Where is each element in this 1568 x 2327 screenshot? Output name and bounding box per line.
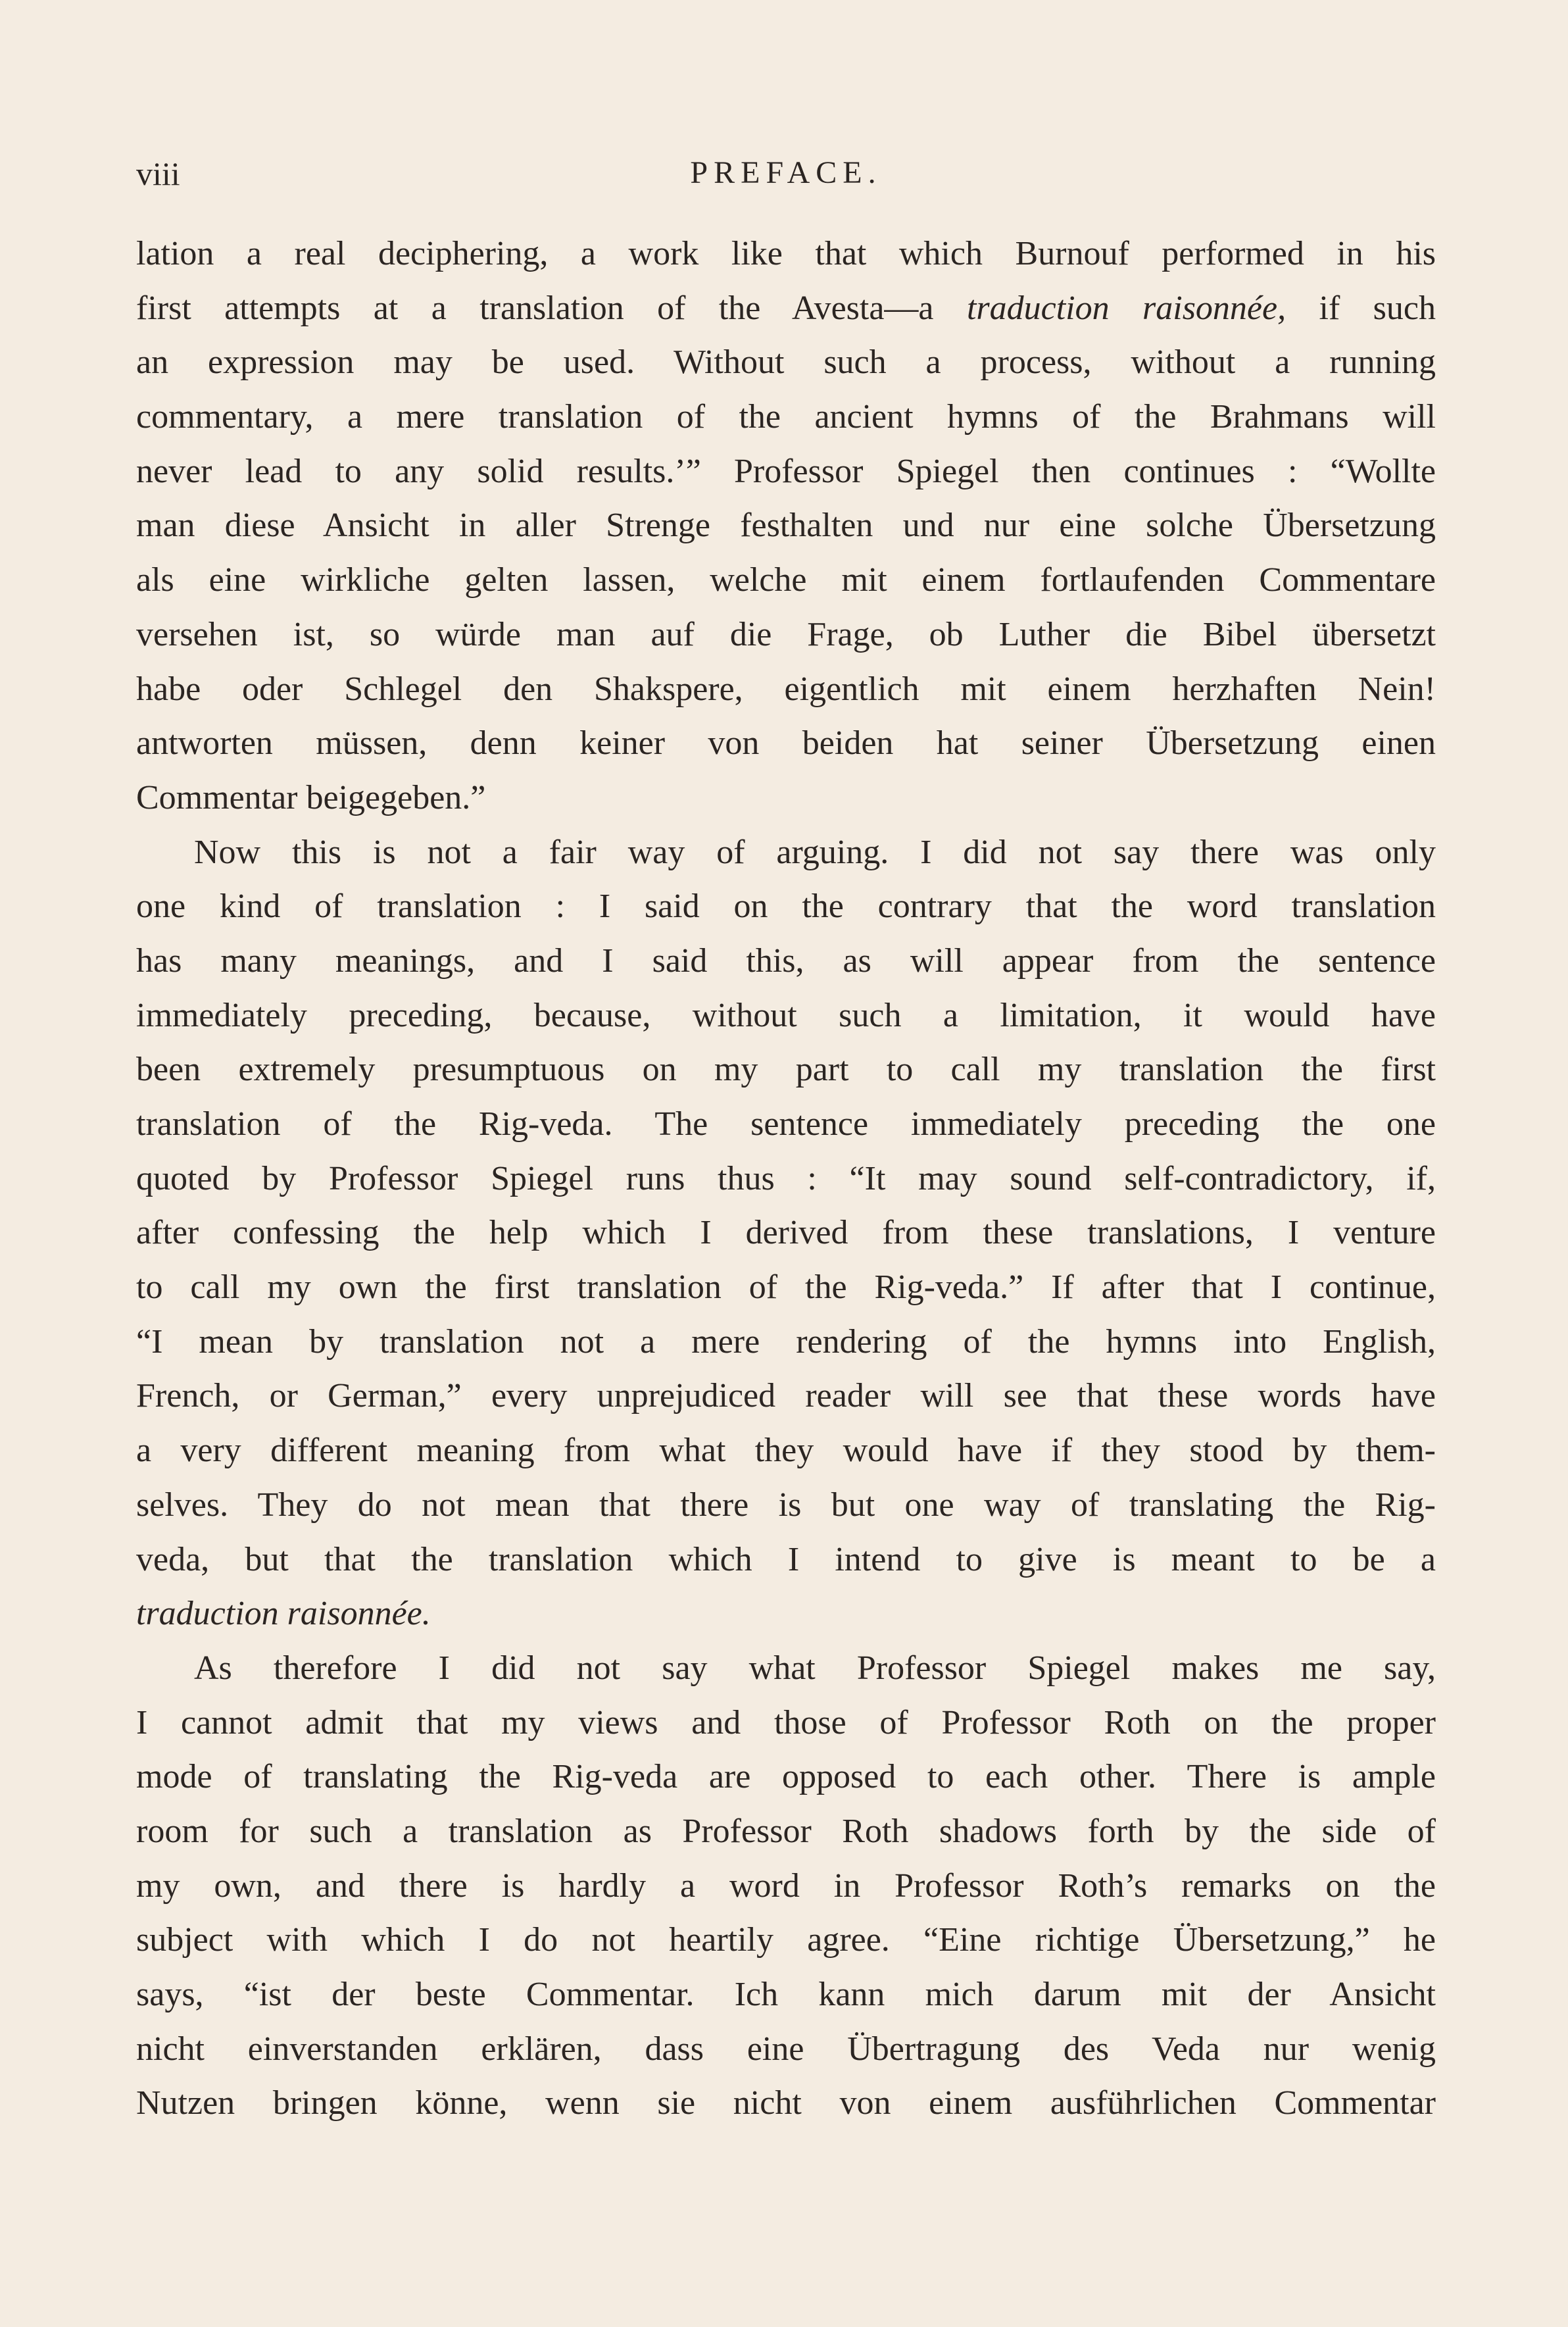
text-segment: man diese Ansicht in aller Strenge festhalten und nur eine solche Übersetzung <box>136 507 1436 545</box>
text-segment: first attempts at a translation of the Avesta—a <box>136 289 967 327</box>
text-line <box>136 1424 1436 1478</box>
text-segment: a very different meaning from what they would have if they stood by them- <box>136 1432 1436 1470</box>
text-line <box>136 1587 1436 1641</box>
text-line <box>136 336 1436 390</box>
text-segment: after confessing the help which I derived from these translations, I venture <box>136 1214 1436 1252</box>
text-line <box>136 1369 1436 1424</box>
text-segment: my own, and there is hardly a word in Professor Roth’s remarks on the <box>136 1866 1436 1905</box>
text-segment: I cannot admit that my views and those of Professor Roth on the proper <box>136 1703 1436 1741</box>
text-segment: Now this is not a fair way of arguing. I did not say there was only <box>194 833 1436 871</box>
text-line <box>136 1261 1436 1315</box>
body-text <box>136 227 1436 2131</box>
text-line <box>136 1913 1436 1968</box>
text-line <box>136 1696 1436 1751</box>
text-line <box>136 282 1436 336</box>
text-segment: to call my own the first translation of the Rig-veda.” If after that I continue, <box>136 1268 1436 1307</box>
text-line <box>136 1478 1436 1533</box>
text-line <box>136 880 1436 934</box>
text-segment: if such <box>1286 289 1436 327</box>
text-line <box>136 1206 1436 1261</box>
text-line <box>136 934 1436 989</box>
text-line <box>136 1533 1436 1588</box>
text-segment: “I mean by translation not a mere rendering of the hymns into English, <box>136 1322 1436 1361</box>
italic-phrase: traduction raisonnée. <box>136 1595 431 1633</box>
page-number: viii <box>136 155 180 192</box>
text-segment: nicht einverstanden erklären, dass eine Übertragung des Veda nur wenig <box>136 2030 1436 2068</box>
text-segment: selves. They do not mean that there is but one way of translating the Rig- <box>136 1486 1436 1524</box>
text-segment: veda, but that the translation which I intend to give is meant to be a <box>136 1540 1436 1578</box>
text-line <box>136 553 1436 608</box>
text-line <box>136 1315 1436 1370</box>
text-segment: versehen ist, so würde man auf die Frage, ob Luther die Bibel übersetzt <box>136 615 1436 653</box>
text-segment: an expression may be used. Without such a process, without a running <box>136 343 1436 382</box>
text-line <box>136 445 1436 499</box>
text-segment: subject with which I do not heartily agree. “Eine richtige Übersetzung,” he <box>136 1921 1436 1959</box>
text-segment: Nutzen bringen könne, wenn sie nicht von einem ausführlichen Commentar <box>136 2084 1436 2122</box>
text-segment: has many meanings, and I said this, as will appear from the sentence <box>136 941 1436 980</box>
text-line <box>136 1968 1436 2022</box>
text-segment: Commentar beigegeben.” <box>136 778 486 816</box>
text-segment: translation of the Rig-veda. The sentence immediately preceding the one <box>136 1105 1436 1143</box>
text-segment: lation a real deciphering, a work like that which Burnouf performed in his <box>136 235 1436 272</box>
italic-phrase: traduction raisonnée, <box>966 289 1286 327</box>
text-line <box>136 1750 1436 1805</box>
text-line <box>136 663 1436 717</box>
page-header <box>136 155 1436 201</box>
text-line <box>136 771 1436 826</box>
text-line <box>136 499 1436 553</box>
text-line <box>136 1805 1436 1859</box>
text-line <box>136 2076 1436 2131</box>
text-line <box>136 716 1436 771</box>
text-segment: commentary, a mere translation of the ancient hymns of the Brahmans will <box>136 398 1436 436</box>
text-line <box>136 1043 1436 1097</box>
text-line <box>136 390 1436 445</box>
text-line <box>136 227 1436 282</box>
text-line <box>136 608 1436 663</box>
text-segment: As therefore I did not say what Professor Spiegel makes me say, <box>194 1649 1436 1687</box>
text-line <box>136 1097 1436 1152</box>
text-segment: been extremely presumptuous on my part to call my translation the first <box>136 1051 1436 1089</box>
text-segment: immediately preceding, because, without such a limitation, it would have <box>136 996 1436 1034</box>
text-line <box>136 989 1436 1043</box>
text-segment: French, or German,” every unprejudiced reader will see that these words have <box>136 1377 1436 1415</box>
text-segment: antworten müssen, denn keiner von beiden hat seiner Übersetzung einen <box>136 724 1436 763</box>
running-title: PREFACE. <box>690 155 882 190</box>
text-segment: says, “ist der beste Commentar. Ich kann mich darum mit der Ansicht <box>136 1976 1436 2013</box>
text-line <box>136 1641 1436 1696</box>
text-segment: mode of translating the Rig-veda are opposed to each other. There is ample <box>136 1758 1436 1796</box>
text-line <box>136 1152 1436 1207</box>
text-line <box>136 1859 1436 1914</box>
text-segment: habe oder Schlegel den Shakspere, eigentlich mit einem herzhaften Nein! <box>136 670 1436 708</box>
text-line <box>136 2022 1436 2077</box>
text-segment: room for such a translation as Professor Roth shadows forth by the side of <box>136 1812 1436 1850</box>
text-segment: one kind of translation : I said on the contrary that the word translation <box>136 888 1436 926</box>
text-segment: never lead to any solid results.’” Professor Spiegel then continues : “Wollte <box>136 452 1436 490</box>
text-segment: quoted by Professor Spiegel runs thus : “It may sound self-contradictory, if, <box>136 1159 1436 1197</box>
text-line <box>136 826 1436 880</box>
text-segment: als eine wirkliche gelten lassen, welche mit einem fortlaufenden Commentare <box>136 561 1436 599</box>
